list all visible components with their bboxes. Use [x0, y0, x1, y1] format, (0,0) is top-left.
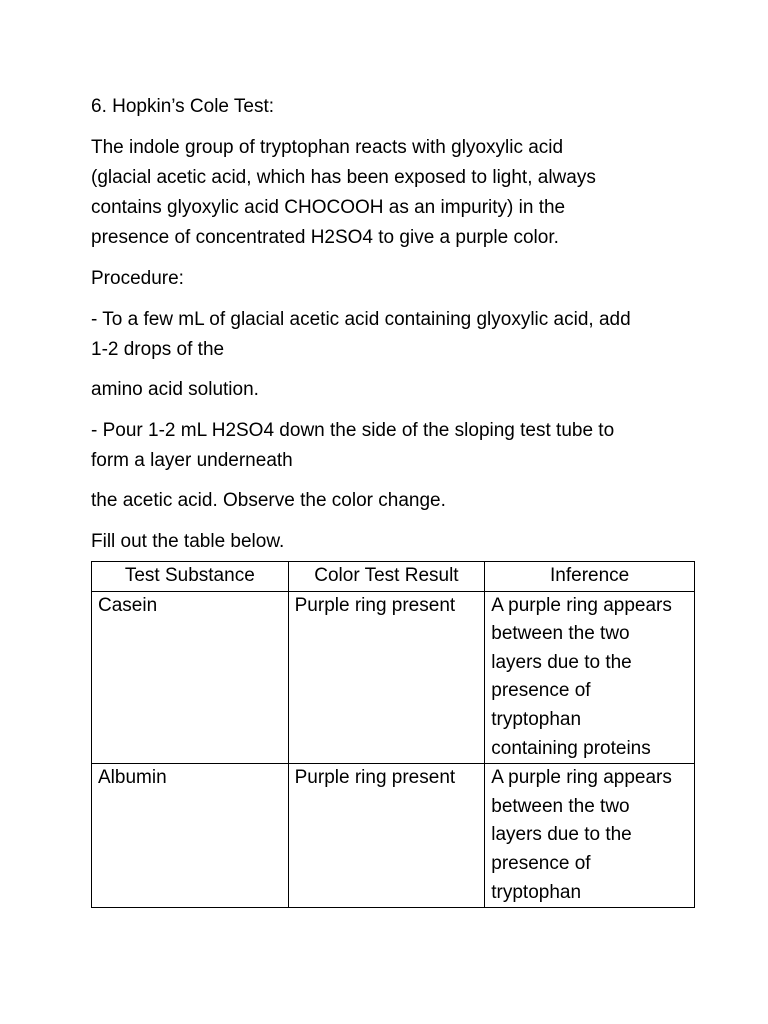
inference-line: containing proteins: [491, 737, 651, 759]
inference-line: tryptophan: [491, 881, 582, 903]
section-heading: 6. Hopkin’s Cole Test:: [91, 96, 275, 117]
document-body: [91, 92, 711, 908]
intro-line: contains glyoxylic acid CHOCOOH as an impurity) in the: [91, 197, 566, 218]
inference-line: presence of: [491, 680, 591, 702]
procedure-step-2: [91, 416, 711, 476]
header-test-substance: Test Substance: [92, 562, 289, 592]
inference-line: layers due to the: [491, 651, 632, 673]
step-line: - To a few mL of glacial acetic acid containing glyoxylic acid, add: [91, 309, 631, 330]
inference-line: tryptophan: [491, 708, 582, 730]
inference-line: A purple ring appears: [491, 767, 672, 789]
step-line: 1-2 drops of the: [91, 339, 225, 360]
cell-substance: Albumin: [92, 764, 289, 908]
header-inference: Inference: [485, 562, 695, 592]
step-line: form a layer underneath: [91, 450, 293, 471]
inference-line: presence of: [491, 852, 591, 874]
procedure-step-2-continued: the acetic acid. Observe the color change.: [91, 490, 446, 511]
procedure-step-1-continued: amino acid solution.: [91, 379, 259, 400]
table-row: [92, 591, 695, 764]
cell-substance: Casein: [92, 591, 289, 764]
table-row: [92, 764, 695, 908]
intro-line: presence of concentrated H2SO4 to give a purple color.: [91, 227, 559, 248]
cell-inference: [485, 764, 695, 908]
procedure-step-1: [91, 305, 711, 365]
cell-result: Purple ring present: [288, 764, 485, 908]
table-header-row: [92, 562, 695, 592]
cell-inference: [485, 591, 695, 764]
table-instruction: Fill out the table below.: [91, 531, 285, 552]
step-line: - Pour 1-2 mL H2SO4 down the side of the sloping test tube to: [91, 420, 615, 441]
procedure-label: Procedure:: [91, 268, 184, 289]
inference-line: between the two: [491, 623, 630, 645]
intro-line: The indole group of tryptophan reacts with glyoxylic acid: [91, 137, 564, 158]
inference-line: A purple ring appears: [491, 594, 672, 616]
inference-line: between the two: [491, 795, 630, 817]
cell-result: Purple ring present: [288, 591, 485, 764]
inference-line: layers due to the: [491, 824, 632, 846]
header-color-test-result: Color Test Result: [288, 562, 485, 592]
intro-line: (glacial acetic acid, which has been exposed to light, always: [91, 167, 596, 188]
results-table: [91, 561, 695, 908]
intro-paragraph: [91, 133, 711, 253]
